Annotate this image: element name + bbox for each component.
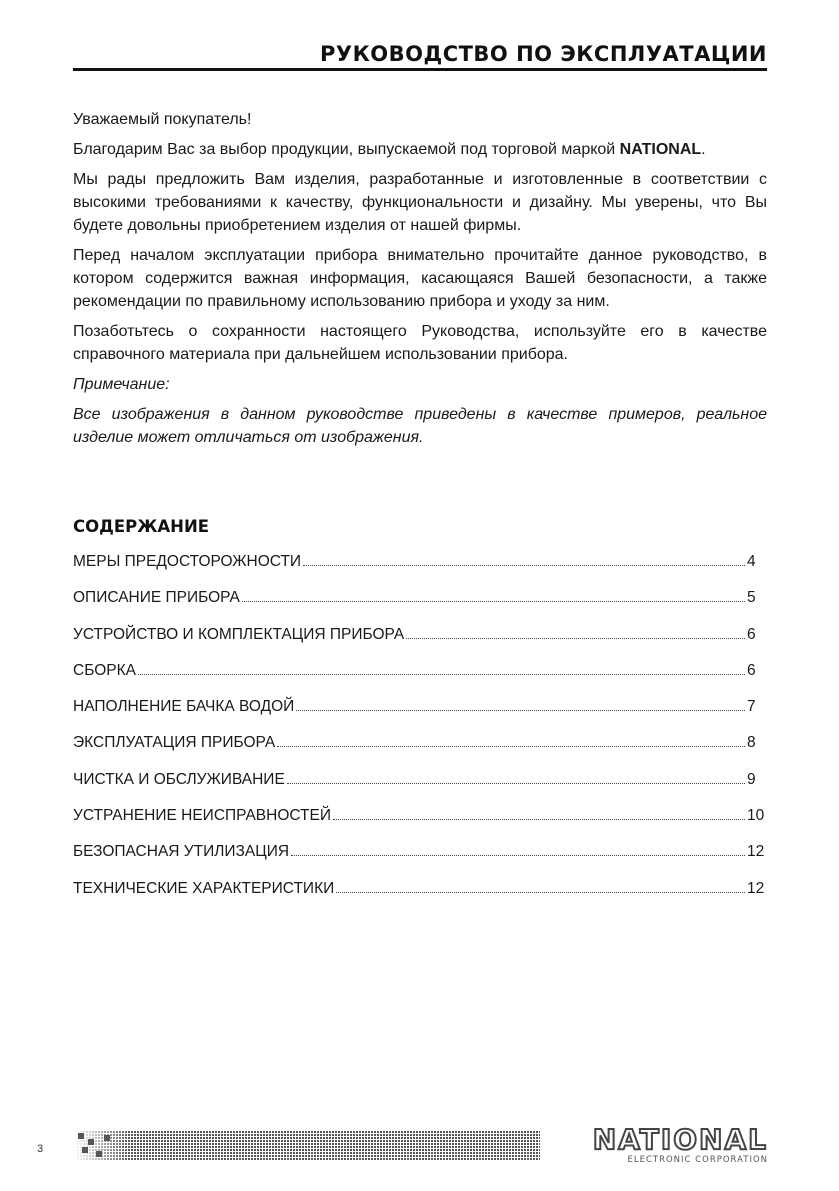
toc-item-page: 12	[747, 879, 765, 897]
toc-item[interactable]	[73, 698, 763, 720]
toc-item-page: 9	[747, 770, 756, 788]
toc-item-title: НАПОЛНЕНИЕ БАЧКА ВОДОЙ	[73, 698, 295, 716]
logo-subtitle: ELECTRONIC CORPORATION	[627, 1155, 768, 1165]
toc-item[interactable]	[73, 626, 763, 648]
brand-name: NATIONAL	[619, 141, 702, 158]
toc-leader-dots	[277, 746, 745, 747]
toc-item-page: 10	[747, 807, 765, 825]
toc-item-title: ЧИСТКА И ОБСЛУЖИВАНИЕ	[73, 770, 285, 788]
table-of-contents	[73, 553, 763, 916]
toc-leader-dots	[242, 601, 745, 602]
toc-item[interactable]	[73, 553, 763, 575]
toc-item-page: 6	[747, 661, 756, 679]
toc-item-page: 12	[747, 843, 765, 861]
toc-item-title: СБОРКА	[73, 661, 136, 679]
toc-item-page: 5	[747, 589, 756, 607]
read-paragraph: Перед началом эксплуатации прибора внимательно прочитайте данное руководство, в котором содержится важная информация, касающаяся Вашей безопасности, а также рекомендации по правильному использованию прибора и уходу за ним.	[73, 247, 767, 310]
toc-heading: СОДЕРЖАНИЕ	[73, 517, 210, 536]
toc-item-title: МЕРЫ ПРЕДОСТОРОЖНОСТИ	[73, 553, 302, 570]
toc-leader-dots	[303, 565, 745, 566]
toc-item-title: УСТРАНЕНИЕ НЕИСПРАВНОСТЕЙ	[73, 807, 332, 825]
note-label: Примечание:	[73, 376, 170, 393]
toc-leader-dots	[296, 710, 745, 711]
toc-leader-dots	[291, 855, 745, 856]
offer-paragraph: Мы рады предложить Вам изделия, разработанные и изготовленные в соответствии с высокими требованиями к качеству, функциональности и дизайну. Мы уверены, что Вы будете довольны приобретением изделия от нашей фирмы.	[73, 171, 767, 234]
page-title: РУКОВОДСТВО ПО ЭКСПЛУАТАЦИИ	[320, 42, 767, 66]
toc-item-page: 4	[747, 553, 756, 570]
greeting: Уважаемый покупатель!	[73, 111, 252, 128]
logo-wordmark: NATIONAL	[592, 1123, 768, 1156]
footer-dot-pattern	[74, 1131, 540, 1161]
toc-leader-dots	[333, 819, 745, 820]
header-divider	[73, 68, 767, 71]
toc-item-title: БЕЗОПАСНАЯ УТИЛИЗАЦИЯ	[73, 843, 290, 861]
toc-item[interactable]	[73, 843, 763, 865]
toc-leader-dots	[336, 892, 745, 893]
toc-item[interactable]	[73, 734, 763, 756]
thanks-paragraph	[73, 138, 767, 161]
toc-item-page: 6	[747, 625, 756, 643]
toc-item-title: ОПИСАНИЕ ПРИБОРА	[73, 589, 240, 607]
toc-item-title: УСТРОЙСТВО И КОМПЛЕКТАЦИЯ ПРИБОРА	[73, 625, 405, 643]
toc-leader-dots	[287, 783, 745, 784]
toc-item[interactable]	[73, 589, 763, 611]
toc-item[interactable]	[73, 880, 763, 902]
note-text: Все изображения в данном руководстве приведены в качестве примеров, реальное изделие может отличаться от изображения.	[73, 406, 767, 446]
page-number: 3	[37, 1143, 44, 1155]
keep-paragraph: Позаботьтесь о сохранности настоящего Руководства, используйте его в качестве справочного материала при дальнейшем использовании прибора.	[73, 323, 767, 363]
toc-item[interactable]	[73, 662, 763, 684]
toc-item-page: 7	[747, 698, 756, 716]
toc-leader-dots	[406, 638, 745, 639]
toc-item[interactable]	[73, 807, 763, 829]
toc-item-title: ЭКСПЛУАТАЦИЯ ПРИБОРА	[73, 734, 276, 752]
thanks-text: Благодарим Вас за выбор продукции, выпускаемой под торговой маркой	[73, 141, 620, 158]
toc-item-title: ТЕХНИЧЕСКИЕ ХАРАКТЕРИСТИКИ	[73, 879, 335, 897]
toc-item[interactable]	[73, 771, 763, 793]
toc-item-page: 8	[747, 734, 756, 752]
intro-section	[73, 108, 767, 456]
thanks-end: .	[701, 141, 706, 158]
brand-logo	[592, 1123, 768, 1165]
toc-leader-dots	[138, 674, 745, 675]
